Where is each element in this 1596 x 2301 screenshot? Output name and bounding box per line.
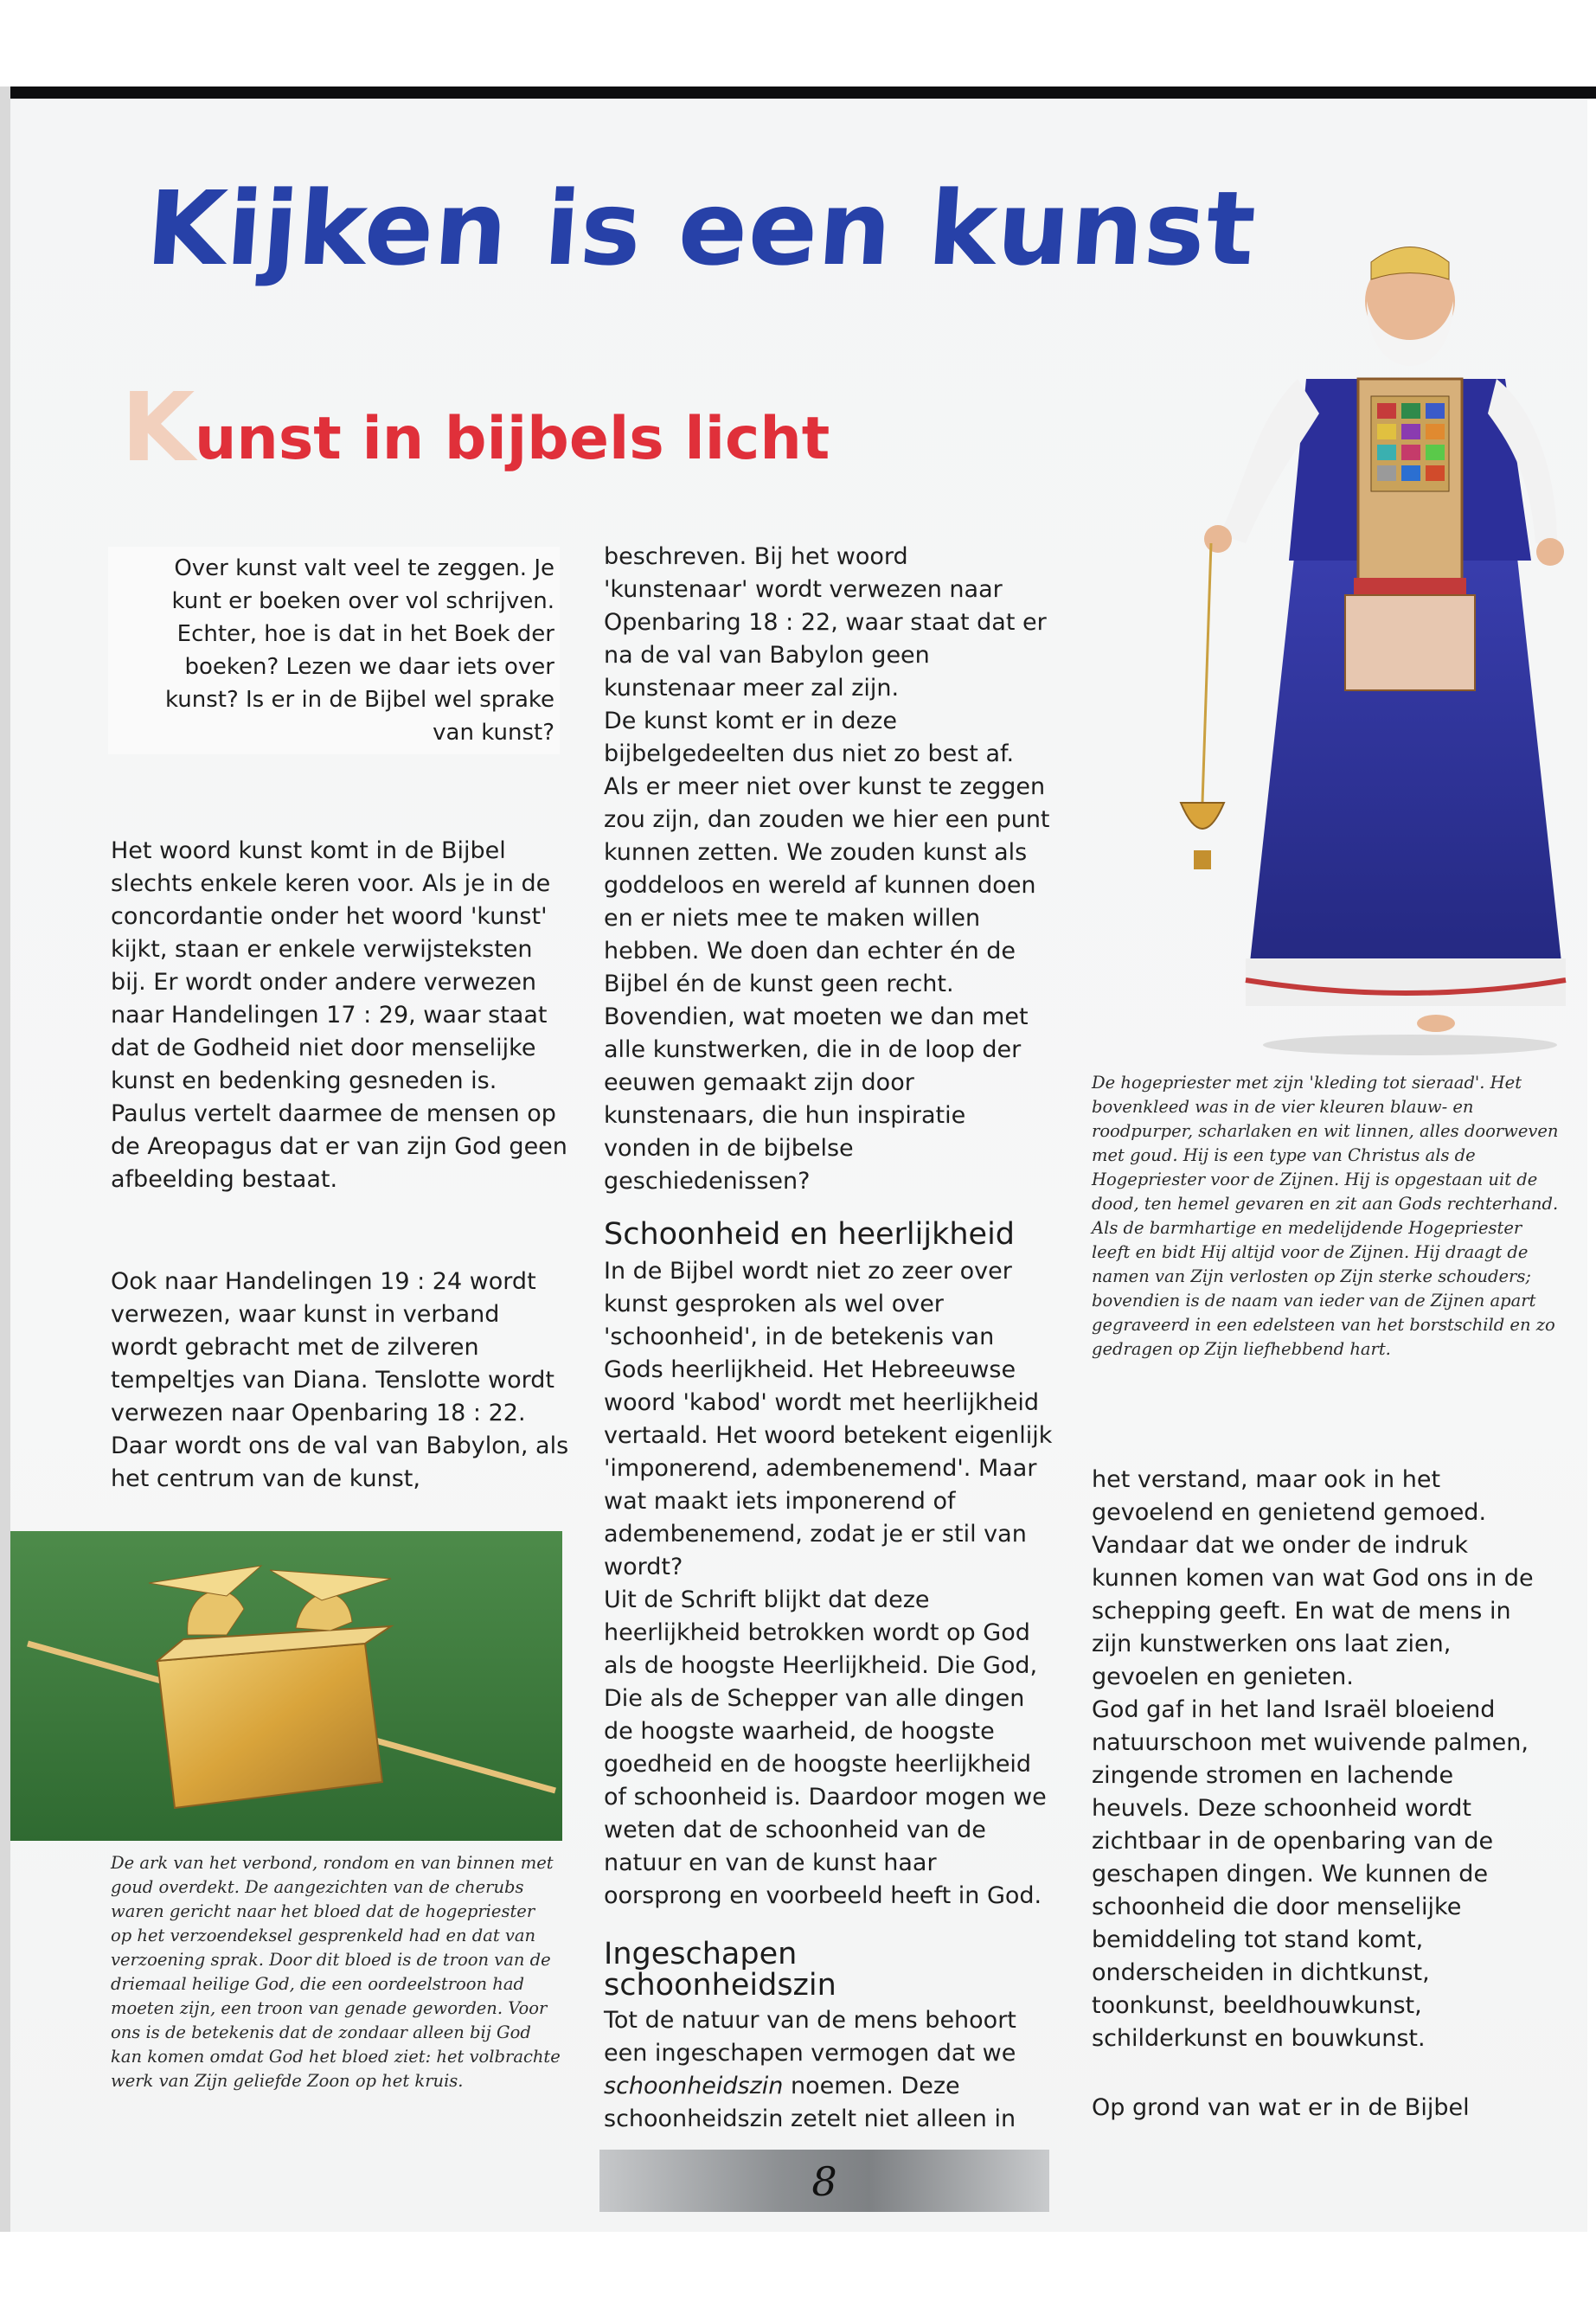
ark-of-covenant-photo [10, 1531, 562, 1841]
emphasis: schoonheidszin [604, 2073, 784, 2099]
page-number: 8 [811, 2158, 837, 2205]
paragraph: Het woord kunst komt in de Bijbel slechts enkele keren voor. Als je in de concordantie onder het woord 'kunst' kijkt, staan er enkele verwijsteksten bij. Er wordt onder andere verwezen naar Handelingen 17 : 29, waar staat dat de Godheid niet door menselijke kunst en bedenking gesneden is. Paulus vertelt daarmee de mensen op de Areopagus dat er van zijn God geen afbeelding bestaat. [111, 837, 567, 1193]
paragraph: het verstand, maar ook in het gevoelend en genietend gemoed. Vandaar dat we onder de indruk kunnen komen van wat God ons in de schepping geeft. En wat de mens in zijn kunstwerken ons laat zien, gevoelen en genieten. [1092, 1466, 1534, 1690]
column-1-bottom [111, 1266, 569, 1496]
column-1-top [111, 835, 569, 1196]
intro-line: boeken? Lezen we daar iets over [184, 654, 554, 680]
subtitle-drop-initial: K [121, 372, 195, 483]
paragraph: Op grond van wat er in de Bijbel [1092, 2094, 1470, 2121]
intro-line: Over kunst valt veel te zeggen. Je [174, 555, 554, 581]
intro-line: van kunst? [433, 720, 554, 746]
section-heading-line: schoonheidszin [604, 1968, 836, 2003]
footer-bar [599, 2150, 1049, 2212]
high-priest-illustration [1151, 197, 1579, 1062]
paragraph: beschreven. Bij het woord 'kunstenaar' wordt verwezen naar Openbaring 18 : 22, waar staat dat er na de val van Babylon geen kunstenaar meer zal zijn. [604, 543, 1047, 702]
page-title: Kijken is een kunst [143, 169, 1260, 288]
column-2 [604, 541, 1054, 2136]
paragraph: God gaf in het land Israël bloeiend natuurschoon met wuivende palmen, zingende stromen en lachende heuvels. Deze schoonheid wordt zichtbaar in de openbaring van de geschapen dingen. We kunnen de schoonheid die door menselijke bemiddeling tot stand komt, onderscheiden in dichtkunst, toonkunst, beeldhouwkunst, schilderkunst en bouwkunst. [1092, 1696, 1529, 2052]
paragraph: De kunst komt er in deze bijbelgedeelten dus niet zo best af. Als er meer niet over kunst te zeggen zou zijn, dan zouden we hier een punt kunnen zetten. We zouden kunst als goddeloos en wereld af kunnen doen en er niets mee te maken willen hebben. We doen dan echter én de Bijbel én de kunst geen recht. Bovendien, wat moeten we dan met alle kunstwerken, die in de loop der eeuwen gemaakt zijn door kunstenaars, die hun inspiratie vonden in de bijbelse geschiedenissen? [604, 708, 1050, 1195]
priest-caption: De hogepriester met zijn 'kleding tot sieraad'. Het bovenkleed was in de vier kleuren blauw- en roodpurper, scharlaken en wit linnen, alles doorweven met goud. Hij is een type van Christus als de Hogepriester voor de Zijnen. Hij is opgestaan uit de dood, ten hemel gevaren en zit aan Gods rechterhand. Als de barmhartige en medelijdende Hogepriester leeft en bidt Hij altijd voor de Zijnen. Hij draagt de namen van Zijn verlosten op Zijn sterke schouders; bovendien is de naam van ieder van de Zijnen apart gegraveerd in een edelsteen van het borstschild en zo gedragen op Zijn liefhebbend hart. [1092, 1073, 1559, 1359]
paragraph: Ook naar Handelingen 19 : 24 wordt verwezen, waar kunst in verband wordt gebracht met de zilveren tempeltjes van Diana. Tenslotte wordt verwezen naar Openbaring 18 : 22. Daar wordt ons de val van Babylon, als het centrum van de kunst, [111, 1268, 569, 1492]
paragraph: Uit de Schrift blijkt dat deze heerlijkheid betrokken wordt op God als de hoogste Heerlijkheid. Die God, Die als de Schepper van alle dingen de hoogste waarheid, de hoogste goedheid en de hoogste heerlijkheid of schoonheid is. Daardoor mogen we weten dat de schoonheid van de natuur en van de kunst haar oorsprong en voorbeeld heeft in God. [604, 1586, 1047, 1909]
intro-line: Echter, hoe is dat in het Boek der [176, 621, 554, 647]
ark-caption: De ark van het verbond, rondom en van binnen met goud overdekt. De aangezichten van de cherubs waren gericht naar het bloed dat de hogepriester op het verzoendeksel gesprenkeld had en dat van verzoening sprak. Door dit bloed is de troon van de driemaal heilige God, die een oordeelstroon had moeten zijn, een troon van genade geworden. Voor ons is de betekenis dat de zondaar alleen bij God kan komen omdat God het bloed ziet: het volbrachte werk van Zijn geliefde Zoon op het kruis. [111, 1853, 561, 2091]
top-border [0, 87, 1596, 99]
section-heading [604, 1939, 1054, 2001]
text-run: Tot de natuur van de mens behoort een ingeschapen vermogen dat we [604, 2007, 1016, 2067]
section-heading-line: Ingeschapen [604, 1937, 798, 1971]
intro-box [108, 547, 560, 754]
intro-line: kunst? Is er in de Bijbel wel sprake [165, 687, 554, 713]
column-3 [1092, 1464, 1550, 2055]
paragraph: In de Bijbel wordt niet zo zeer over kunst gesproken als wel over 'schoonheid', in de betekenis van Gods heerlijkheid. Het Hebreeuwse woord 'kabod' wordt met heerlijkheid vertaald. Het woord betekent eigenlijk 'imponerend, adembenemend'. Maar wat maakt iets imponerend of adembenemend, zodat je er stil van wordt? [604, 1258, 1053, 1580]
intro-line: kunt er boeken over vol schrijven. [171, 588, 554, 614]
left-edge-shadow [0, 87, 10, 2232]
text-run: noemen. Deze schoonheidszin zetelt niet alleen in [604, 2073, 1016, 2132]
section-heading: Schoonheid en heerlijkheid [604, 1217, 1016, 1252]
breastplate-stones [1371, 396, 1449, 491]
page-subtitle: unst in bijbels licht [195, 405, 830, 473]
paragraph [604, 2004, 1054, 2136]
column-3-bottom [1092, 2092, 1550, 2125]
